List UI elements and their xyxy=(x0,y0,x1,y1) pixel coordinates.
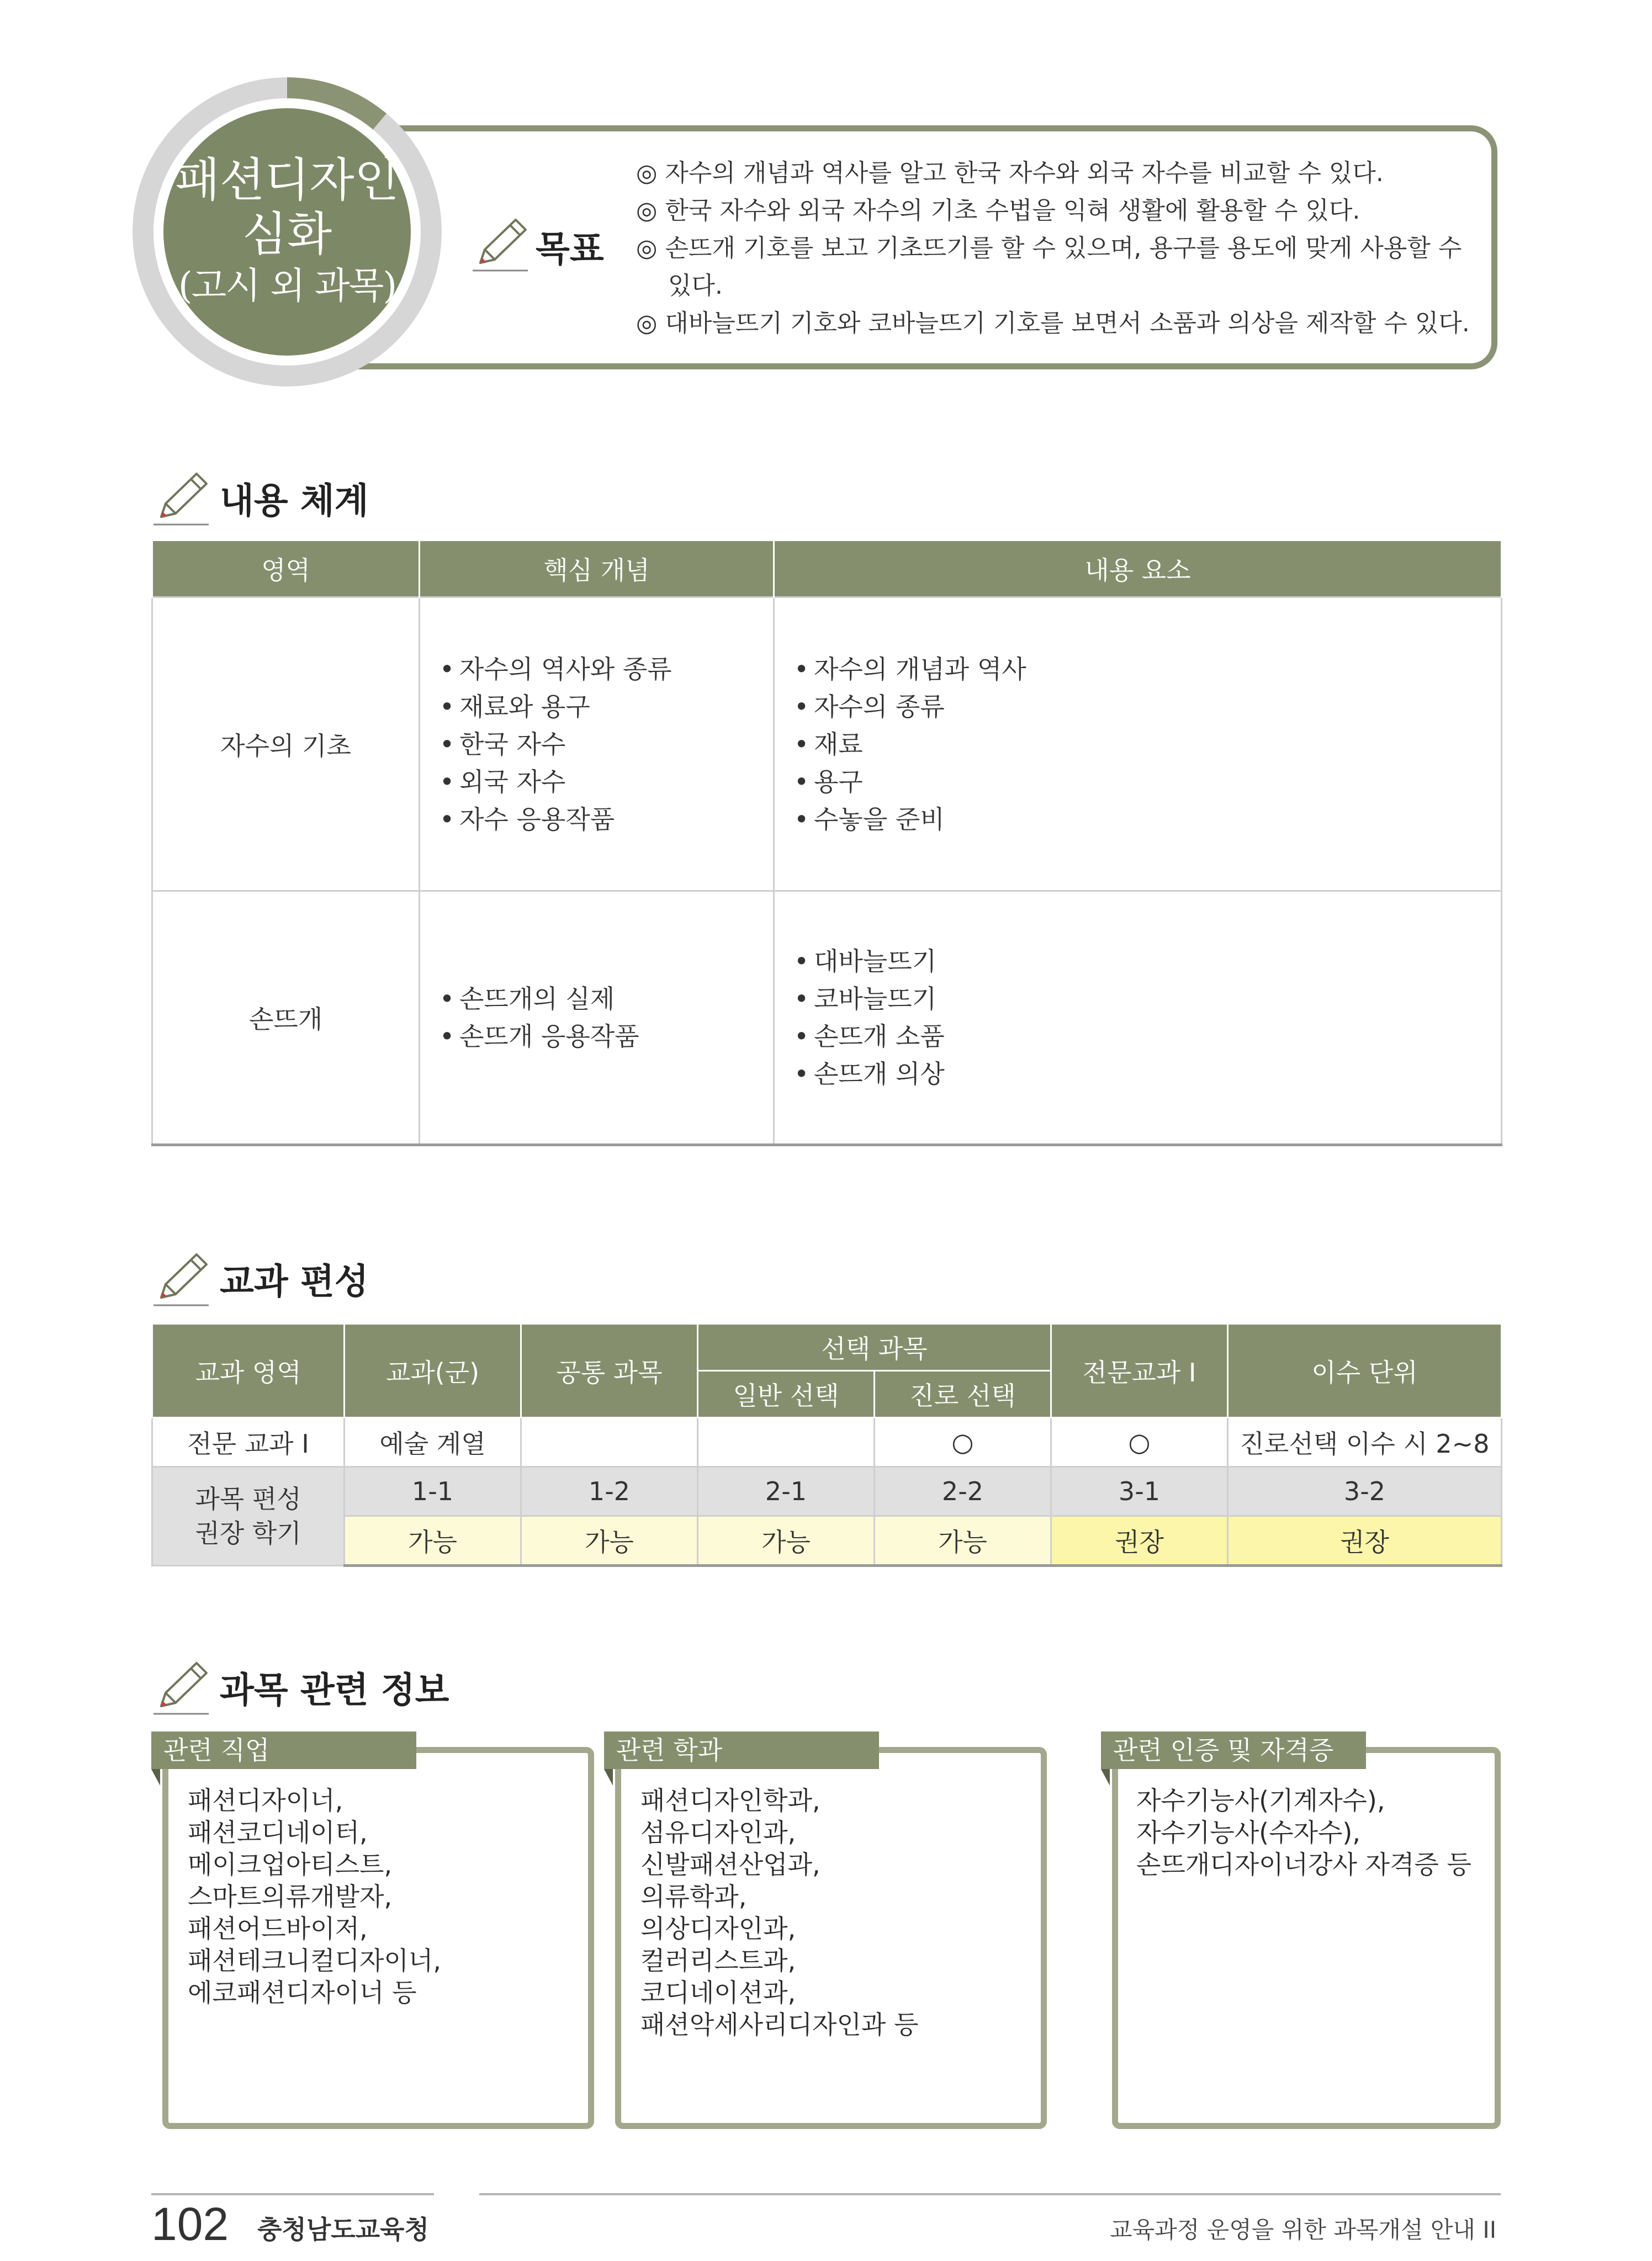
pencil-icon xyxy=(470,216,530,276)
column-header: 이수 단위 xyxy=(1228,1324,1502,1418)
card-body xyxy=(188,1785,585,2009)
column-header: 내용 요소 xyxy=(774,541,1502,597)
objectives-label: 목표 xyxy=(536,229,604,270)
table-cell: 권장 xyxy=(1051,1516,1228,1566)
list-item: • 용구 xyxy=(794,763,1500,801)
concepts-cell xyxy=(420,891,774,1145)
list-item: • 손뜨개 소품 xyxy=(794,1018,1500,1055)
table-cell: 3-1 xyxy=(1051,1467,1228,1516)
table-header-row xyxy=(152,1324,1502,1371)
list-item: • 외국 자수 xyxy=(440,763,772,801)
card-line: 컬러리스트과, xyxy=(640,1946,796,1976)
table-row xyxy=(152,597,1502,891)
card-label: 관련 직업 xyxy=(151,1732,416,1769)
card-line: 자수기능사(기계자수), xyxy=(1136,1786,1385,1815)
column-header: 전문교과 I xyxy=(1051,1324,1228,1418)
list-item: • 재료 xyxy=(794,726,1500,763)
table-cell: 가능 xyxy=(698,1516,875,1566)
card-line: 패션디자이너, xyxy=(188,1786,343,1815)
objective-item: ◎ 대바늘뜨기 기호와 코바늘뜨기 기호를 보면서 소품과 의상을 제작할 수 있다. xyxy=(636,309,1470,337)
column-header: 교과 영역 xyxy=(152,1324,345,1418)
list-item: • 수놓을 준비 xyxy=(794,801,1500,838)
area-cell: 자수의 기초 xyxy=(152,597,420,891)
card-line: 의류학과, xyxy=(640,1882,747,1911)
table-cell: 2-2 xyxy=(875,1467,1051,1516)
footer-guide-title: 교육과정 운영을 위한 과목개설 안내 II xyxy=(1110,2216,1497,2243)
concepts-cell xyxy=(420,597,774,891)
table-cell xyxy=(698,1418,875,1467)
card-line: 패션테크니컬디자이너, xyxy=(188,1946,441,1976)
card-tab-fold xyxy=(1101,1769,1110,1786)
card-line: 자수기능사(수자수), xyxy=(1136,1818,1361,1847)
card-body xyxy=(640,1785,1038,2041)
card-tab-fold xyxy=(604,1769,613,1786)
row-header-line: 과목 편성 xyxy=(195,1484,301,1514)
subject-badge xyxy=(163,108,411,356)
card-line: 스마트의류개발자, xyxy=(188,1882,393,1911)
section-title-related-info: 과목 관련 정보 xyxy=(220,1670,449,1711)
content-system-table xyxy=(151,541,1502,1146)
column-header: 일반 선택 xyxy=(698,1371,875,1418)
curriculum-table xyxy=(151,1323,1502,1567)
table-cell: 가능 xyxy=(875,1516,1051,1566)
footer-divider xyxy=(479,2193,1501,2195)
card-line: 패션악세사리디자인과 등 xyxy=(640,2010,919,2040)
section-title-content-system: 내용 체계 xyxy=(220,481,369,522)
list-item: • 자수의 개념과 역사 xyxy=(794,650,1500,688)
badge-title-line1: 패션디자인 xyxy=(175,153,399,207)
column-header: 공통 과목 xyxy=(521,1324,698,1418)
list-item: • 손뜨개 의상 xyxy=(794,1055,1500,1093)
area-cell: 손뜨개 xyxy=(152,891,420,1145)
table-cell: 1-2 xyxy=(521,1467,698,1516)
table-cell: 권장 xyxy=(1228,1516,1502,1566)
column-header: 핵심 개념 xyxy=(420,541,774,597)
table-cell: 진로선택 이수 시 2~8 xyxy=(1228,1418,1502,1467)
card-line: 의상디자인과, xyxy=(640,1914,796,1944)
elements-cell xyxy=(774,891,1502,1145)
objective-item: ◎ 자수의 개념과 역사를 알고 한국 자수와 외국 자수를 비교할 수 있다. xyxy=(636,159,1384,187)
table-cell: 3-2 xyxy=(1228,1467,1502,1516)
card-label: 관련 학과 xyxy=(604,1732,879,1769)
column-header: 진로 선택 xyxy=(875,1371,1051,1418)
table-cell: 전문 교과 I xyxy=(152,1418,345,1467)
pencil-icon xyxy=(151,470,211,530)
pencil-icon xyxy=(151,1660,211,1719)
table-header-row xyxy=(152,541,1502,597)
table-cell: 가능 xyxy=(521,1516,698,1566)
table-cell: ○ xyxy=(875,1418,1051,1467)
objective-item: ◎ 손뜨개 기호를 보고 기초뜨기를 할 수 있으며, 용구를 용도에 맞게 사용할 수 있다. xyxy=(636,234,1462,300)
card-line: 패션디자인학과, xyxy=(640,1786,820,1815)
list-item: • 재료와 용구 xyxy=(440,688,772,726)
card-line: 손뜨개디자이너강사 자격증 등 xyxy=(1136,1850,1471,1879)
card-line: 패션코디네이터, xyxy=(188,1818,368,1847)
list-item: • 자수 응용작품 xyxy=(440,801,772,838)
page-number: 102 xyxy=(151,2198,229,2250)
card-label: 관련 인증 및 자격증 xyxy=(1101,1732,1366,1769)
card-line: 신발패션산업과, xyxy=(640,1850,820,1879)
badge-title-line3: (고시 외 과목) xyxy=(178,264,396,307)
table-row xyxy=(152,891,1502,1145)
card-line: 코디네이션과, xyxy=(640,1978,796,2008)
table-cell: ○ xyxy=(1051,1418,1228,1467)
objectives-list xyxy=(636,155,1475,342)
list-item: • 자수의 역사와 종류 xyxy=(440,650,772,688)
table-row xyxy=(152,1418,1502,1467)
row-header xyxy=(152,1467,345,1566)
table-row xyxy=(152,1516,1502,1566)
column-header: 선택 과목 xyxy=(698,1324,1051,1371)
objective-item: ◎ 한국 자수와 외국 자수의 기초 수법을 익혀 생활에 활용할 수 있다. xyxy=(636,197,1360,225)
table-cell: 1-1 xyxy=(345,1467,521,1516)
list-item: • 자수의 종류 xyxy=(794,688,1500,726)
row-header-line: 권장 학기 xyxy=(195,1518,301,1548)
pencil-icon xyxy=(151,1251,211,1311)
section-title-curriculum: 교과 편성 xyxy=(220,1262,369,1302)
card-body xyxy=(1136,1785,1495,1881)
elements-cell xyxy=(774,597,1502,891)
footer-organization: 충청남도교육청 xyxy=(257,2215,430,2244)
list-item: • 한국 자수 xyxy=(440,726,772,763)
card-line: 섬유디자인과, xyxy=(640,1818,796,1847)
table-cell: 예술 계열 xyxy=(345,1418,521,1467)
card-line: 메이크업아티스트, xyxy=(188,1850,393,1879)
card-line: 패션어드바이저, xyxy=(188,1914,368,1944)
list-item: • 코바늘뜨기 xyxy=(794,980,1500,1018)
footer-divider xyxy=(151,2193,434,2195)
table-cell xyxy=(521,1418,698,1467)
list-item: • 손뜨개의 실제 xyxy=(440,980,772,1018)
badge-title-line2: 심화 xyxy=(242,207,332,261)
card-tab-fold xyxy=(151,1769,160,1786)
list-item: • 손뜨개 응용작품 xyxy=(440,1018,772,1055)
card-line: 에코패션디자이너 등 xyxy=(188,1978,417,2008)
table-cell: 2-1 xyxy=(698,1467,875,1516)
table-row xyxy=(152,1467,1502,1516)
list-item: • 대바늘뜨기 xyxy=(794,942,1500,980)
column-header: 영역 xyxy=(152,541,420,597)
table-cell: 가능 xyxy=(345,1516,521,1566)
column-header: 교과(군) xyxy=(345,1324,521,1418)
